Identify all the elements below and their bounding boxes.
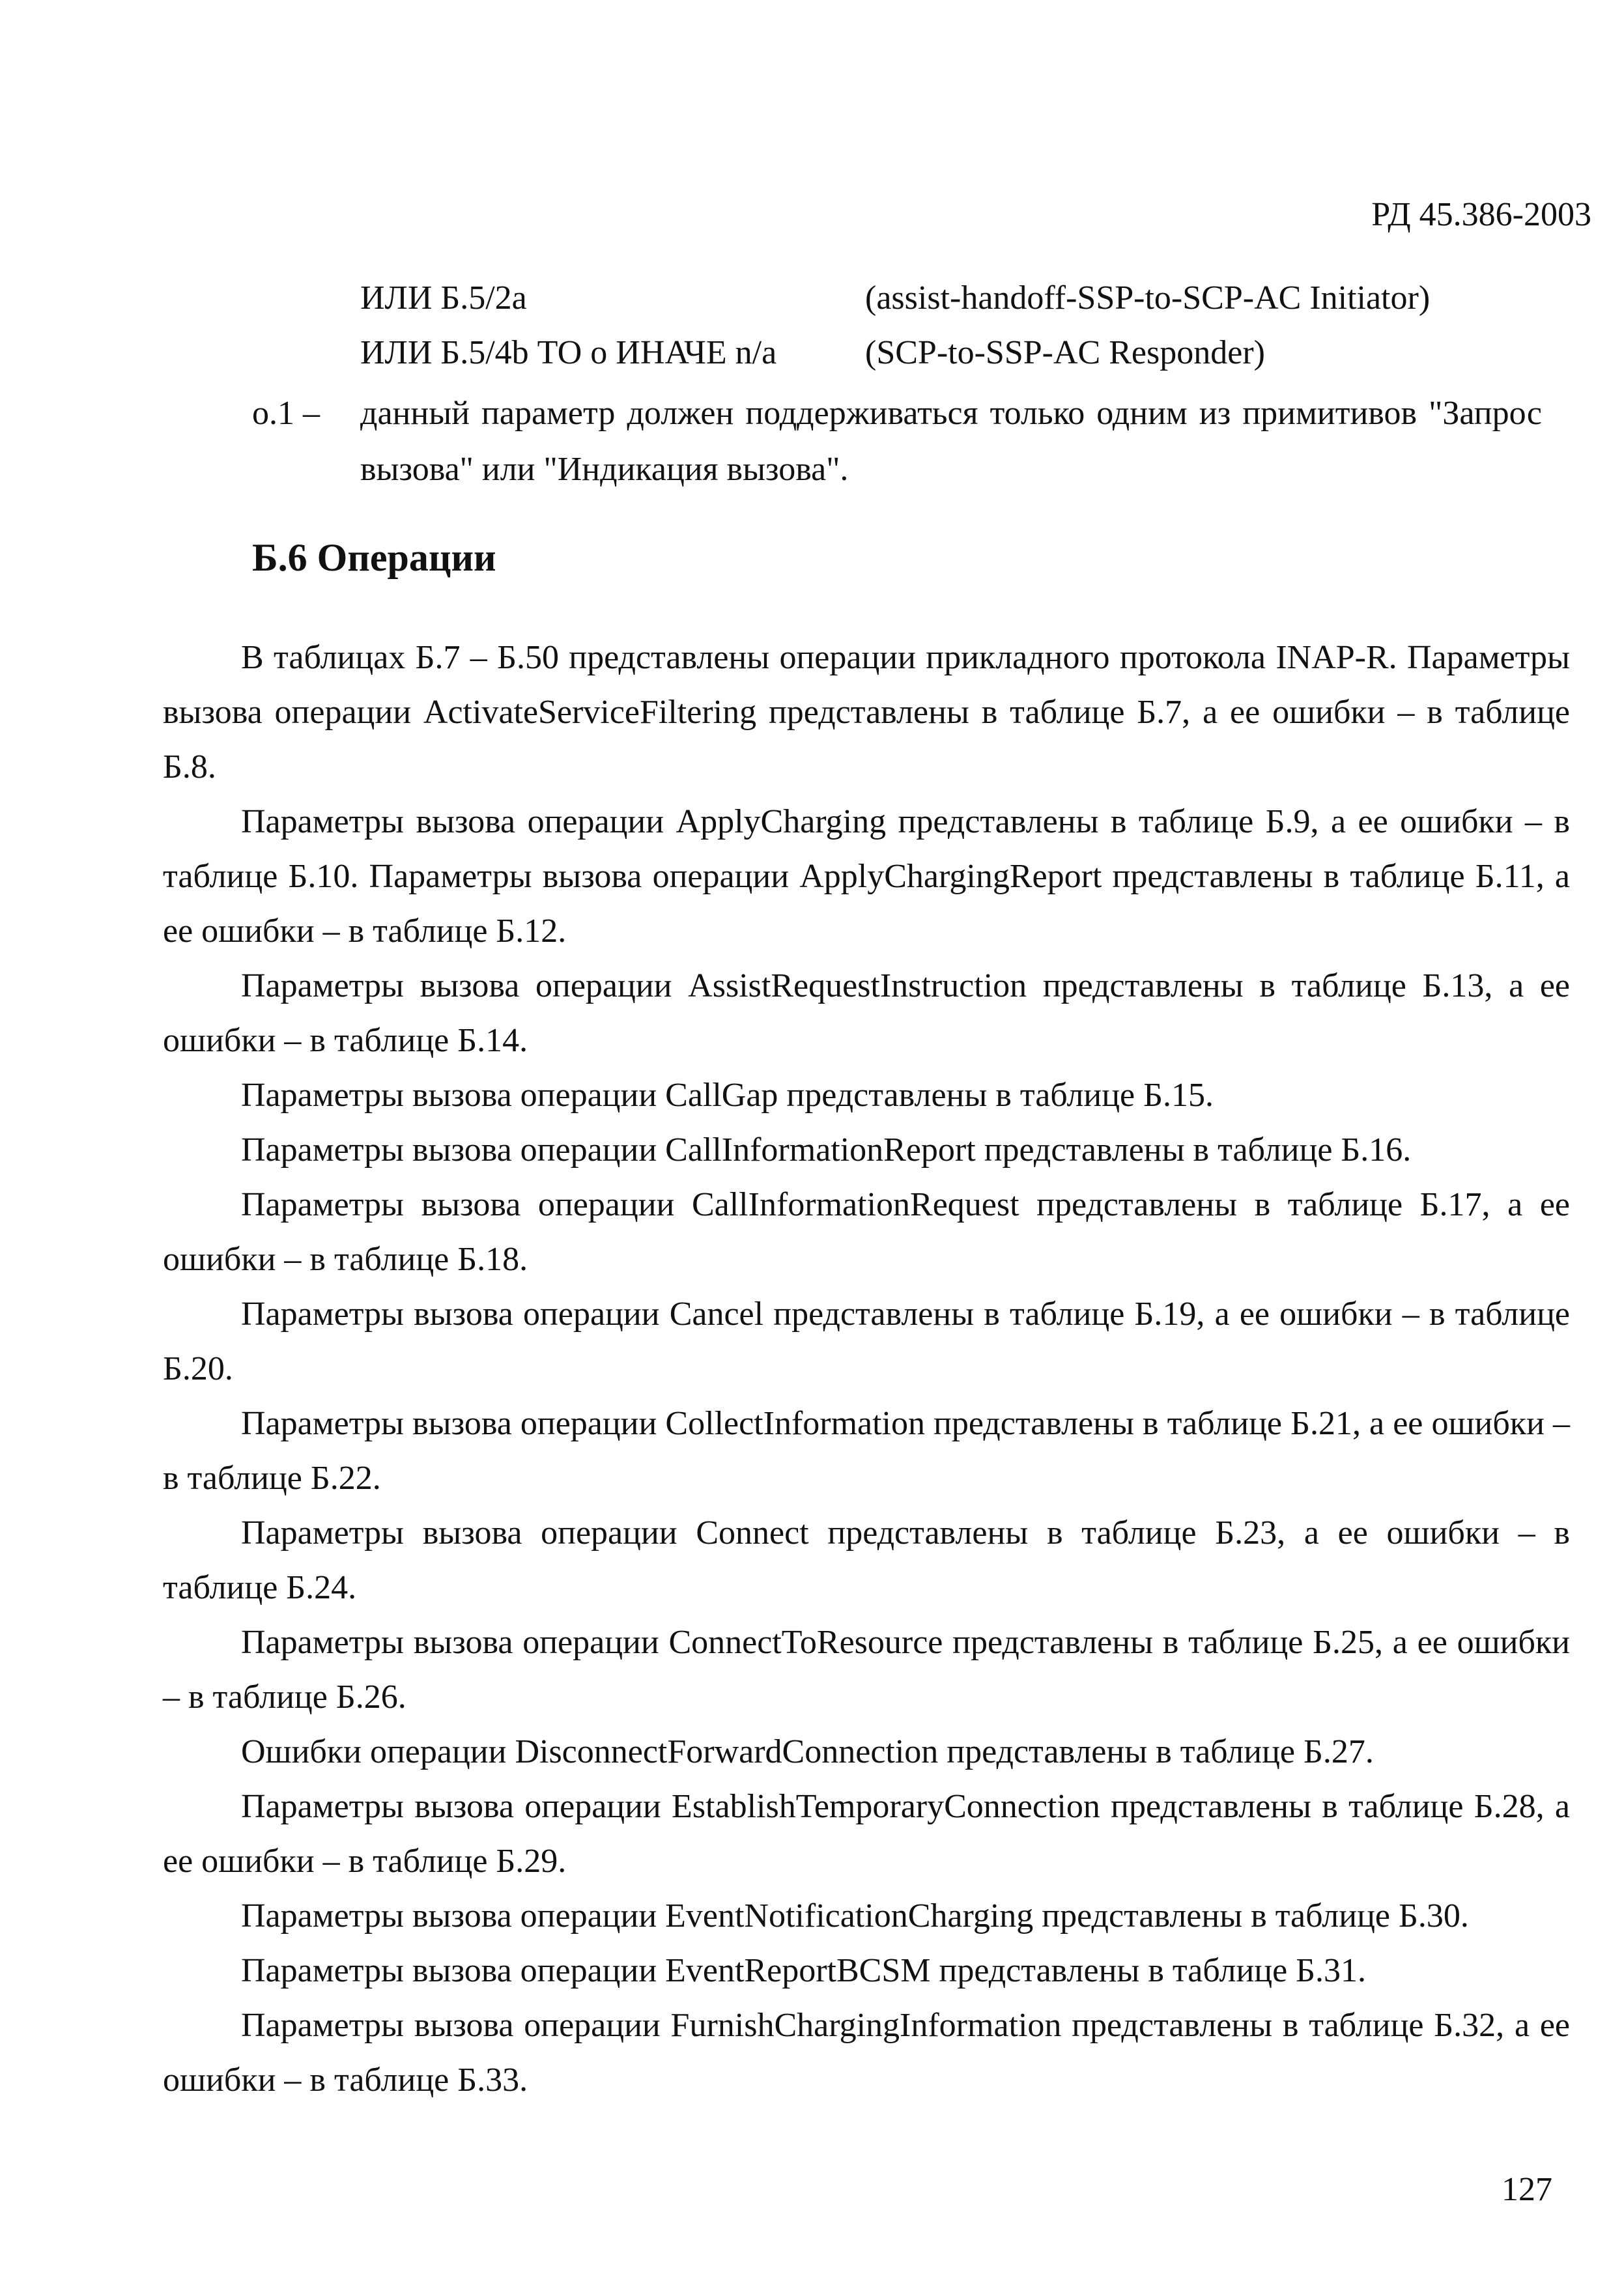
body-text — [163, 630, 1570, 2108]
paragraph: Параметры вызова операции CollectInformation представлены в таблице Б.21, а ее ошибки – в таблице Б.22. — [163, 1405, 1570, 1497]
condition-context: (assist-handoff-SSP-to-SCP-AC Initiator) — [865, 279, 1431, 317]
footnote-text: данный параметр должен поддерживаться только одним из примитивов "Запрос вызова" или "Индикация вызова". — [360, 395, 1542, 488]
paragraph: Параметры вызова операции ConnectToResource представлены в таблице Б.25, а ее ошибки – в таблице Б.26. — [163, 1624, 1570, 1716]
paragraph: Параметры вызова операции Connect представлены в таблице Б.23, а ее ошибки – в таблице Б.24. — [163, 1514, 1570, 1606]
paragraph: Параметры вызова операции Cancel представлены в таблице Б.19, а ее ошибки – в таблице Б.20. — [163, 1296, 1570, 1387]
paragraph: Параметры вызова операции EventReportBCSM представлены в таблице Б.31. — [241, 1952, 1367, 1989]
condition-text: ИЛИ Б.5/4b ТО о ИНАЧЕ n/a — [360, 334, 777, 371]
paragraph: В таблицах Б.7 – Б.50 представлены операции прикладного протокола INAP-R. Параметры вызова операции ActivateServiceFiltering представлены в таблице Б.7, а ее ошибки – в таблице Б.8. — [163, 639, 1570, 786]
paragraph: Параметры вызова операции CallInformationRequest представлены в таблице Б.17, а ее ошибки – в таблице Б.18. — [163, 1186, 1570, 1278]
paragraph: Параметры вызова операции ApplyCharging представлены в таблице Б.9, а ее ошибки – в таблице Б.10. Параметры вызова операции ApplyChargingReport представлены в таблице Б.11, а ее ошибки – в таблице Б.12. — [163, 803, 1570, 950]
footnote-marker: o.1 – — [252, 395, 320, 432]
paragraph: Параметры вызова операции CallGap представлены в таблице Б.15. — [241, 1077, 1214, 1114]
page-number: 127 — [1502, 2171, 1552, 2208]
paragraph: Параметры вызова операции EstablishTemporaryConnection представлены в таблице Б.28, а ее ошибки – в таблице Б.29. — [163, 1788, 1570, 1880]
condition-text: ИЛИ Б.5/2a — [360, 279, 527, 317]
footnote — [252, 386, 1542, 498]
paragraph: Параметры вызова операции EventNotificationCharging представлены в таблице Б.30. — [241, 1897, 1469, 1934]
section-heading: Б.6 Операции — [252, 536, 496, 579]
document-code: РД 45.386-2003 — [1371, 196, 1591, 233]
condition-context: (SCP-to-SSP-AC Responder) — [865, 334, 1265, 371]
condition-row — [360, 277, 1431, 319]
paragraph: Ошибки операции DisconnectForwardConnection представлены в таблице Б.27. — [241, 1733, 1374, 1770]
paragraph: Параметры вызова операции FurnishChargingInformation представлены в таблице Б.32, а ее ошибки – в таблице Б.33. — [163, 2007, 1570, 2099]
condition-row — [360, 332, 1265, 374]
paragraph: Параметры вызова операции AssistRequestInstruction представлены в таблице Б.13, а ее ошибки – в таблице Б.14. — [163, 967, 1570, 1059]
paragraph: Параметры вызова операции CallInformationReport представлены в таблице Б.16. — [241, 1131, 1412, 1169]
